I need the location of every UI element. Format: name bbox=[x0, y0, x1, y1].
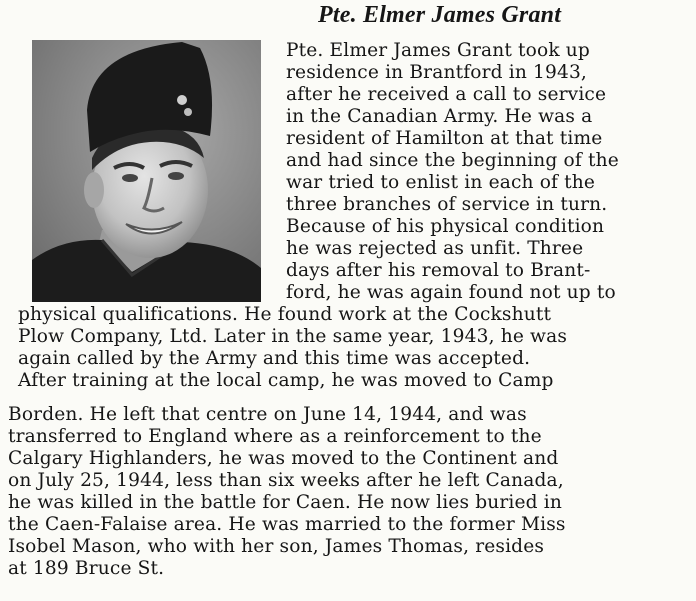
paragraph-line: again called by the Army and this time was accepted. bbox=[18, 348, 531, 369]
paragraph-line: physical qualifications. He found work at the Cockshutt bbox=[18, 304, 552, 325]
paragraph-line: the Caen-Falaise area. He was married to the former Miss bbox=[8, 514, 566, 535]
paragraph-line: and had since the beginning of the bbox=[286, 150, 619, 171]
paragraph-line: Pte. Elmer James Grant took up bbox=[286, 40, 590, 61]
portrait-photo bbox=[32, 40, 261, 302]
paragraph-line: on July 25, 1944, less than six weeks after he left Canada, bbox=[8, 470, 564, 491]
article-title: Pte. Elmer James Grant bbox=[318, 2, 562, 28]
paragraph-line: Calgary Highlanders, he was moved to the Continent and bbox=[8, 448, 559, 469]
paragraph-line: residence in Brantford in 1943, bbox=[286, 62, 587, 83]
paragraph-line: days after his removal to Brant- bbox=[286, 260, 591, 281]
paragraph-line: transferred to England where as a reinforcement to the bbox=[8, 426, 542, 447]
paragraph-line: in the Canadian Army. He was a bbox=[286, 106, 593, 127]
paragraph-line: After training at the local camp, he was moved to Camp bbox=[18, 370, 554, 391]
paragraph-line: he was rejected as unfit. Three bbox=[286, 238, 584, 259]
paragraph-line: war tried to enlist in each of the bbox=[286, 172, 596, 193]
paragraph-line: Isobel Mason, who with her son, James Thomas, resides bbox=[8, 536, 545, 557]
paragraph-line: at 189 Bruce St. bbox=[8, 558, 165, 579]
paragraph-line: after he received a call to service bbox=[286, 84, 607, 105]
paragraph-line: Plow Company, Ltd. Later in the same year, 1943, he was bbox=[18, 326, 568, 347]
paragraph-line: resident of Hamilton at that time bbox=[286, 128, 603, 149]
paragraph-line: Because of his physical condition bbox=[286, 216, 605, 237]
paragraph-line: Borden. He left that centre on June 14, 1944, and was bbox=[8, 404, 527, 425]
soldier-portrait-image bbox=[32, 40, 261, 302]
paragraph-line: three branches of service in turn. bbox=[286, 194, 608, 215]
paragraph-line: he was killed in the battle for Caen. He now lies buried in bbox=[8, 492, 563, 513]
paragraph-line: ford, he was again found not up to bbox=[286, 282, 616, 303]
